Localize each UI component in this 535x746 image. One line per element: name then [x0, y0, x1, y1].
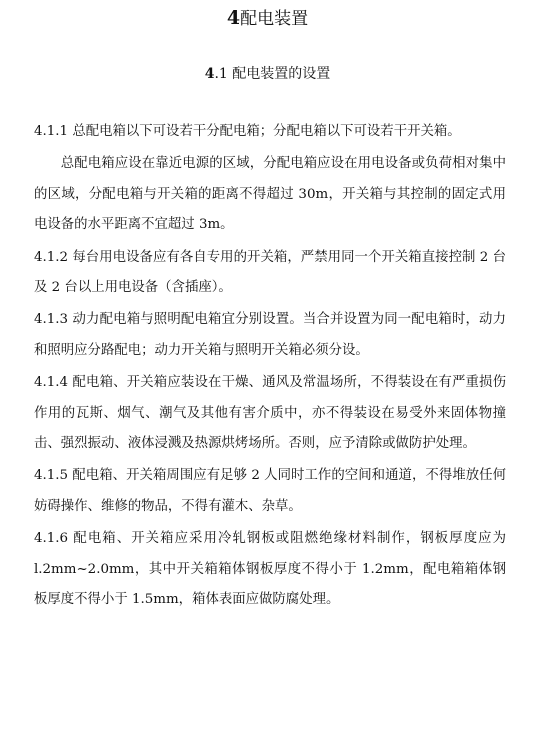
paragraph-4-1-1: 4.1.1 总配电箱以下可设若干分配电箱；分配电箱以下可设若干开关箱。	[34, 124, 461, 139]
paragraph-4-1-6: 4.1.6 配电箱、开关箱应采用冷轧钢板或阻燃绝缘材料制作，钢板厚度应为 l.2mm~2.0mm，其中开关箱箱体钢板厚度不得小于 1.2mm，配电箱箱体钢板厚度不得小于 1.5mm，箱体表面应做防腐处理。	[34, 531, 506, 608]
section-title-text: .1 配电装置的设置	[214, 66, 331, 82]
paragraph-4-1-3: 4.1.3 动力配电箱与照明配电箱宜分别设置。当合并设置为同一配电箱时，动力和照明应分路配电；动力开关箱与照明开关箱必须分设。	[34, 312, 506, 358]
paragraph-4-1-1-detail: 总配电箱应设在靠近电源的区域，分配电箱应设在用电设备或负荷相对集中的区域，分配电箱与开关箱的距离不得超过 30m，开关箱与其控制的固定式用电设备的水平距离不宜超过 3m。	[34, 156, 506, 233]
chapter-title	[0, 6, 535, 31]
section-number: 4	[204, 66, 215, 82]
section-title	[0, 64, 535, 84]
paragraph-4-1-4: 4.1.4 配电箱、开关箱应装设在干燥、通风及常温场所，不得装设在有严重损伤作用的瓦斯、烟气、潮气及其他有害介质中，亦不得装设在易受外来固体物撞击、强烈振动、液体浸溅及热源烘烤场所。否则，应予清除或做防护处理。	[34, 375, 506, 452]
paragraph-4-1-2: 4.1.2 每台用电设备应有各自专用的开关箱，严禁用同一个开关箱直接控制 2 台及 2 台以上用电设备（含插座）。	[34, 249, 506, 296]
paragraph-4-1-5: 4.1.5 配电箱、开关箱周围应有足够 2 人同时工作的空间和通道，不得堆放任何妨碍操作、维修的物品，不得有灌木、杂草。	[34, 468, 506, 514]
chapter-title-text: 配电装置	[240, 9, 309, 29]
document-body	[34, 117, 506, 616]
chapter-number: 4	[226, 7, 241, 29]
